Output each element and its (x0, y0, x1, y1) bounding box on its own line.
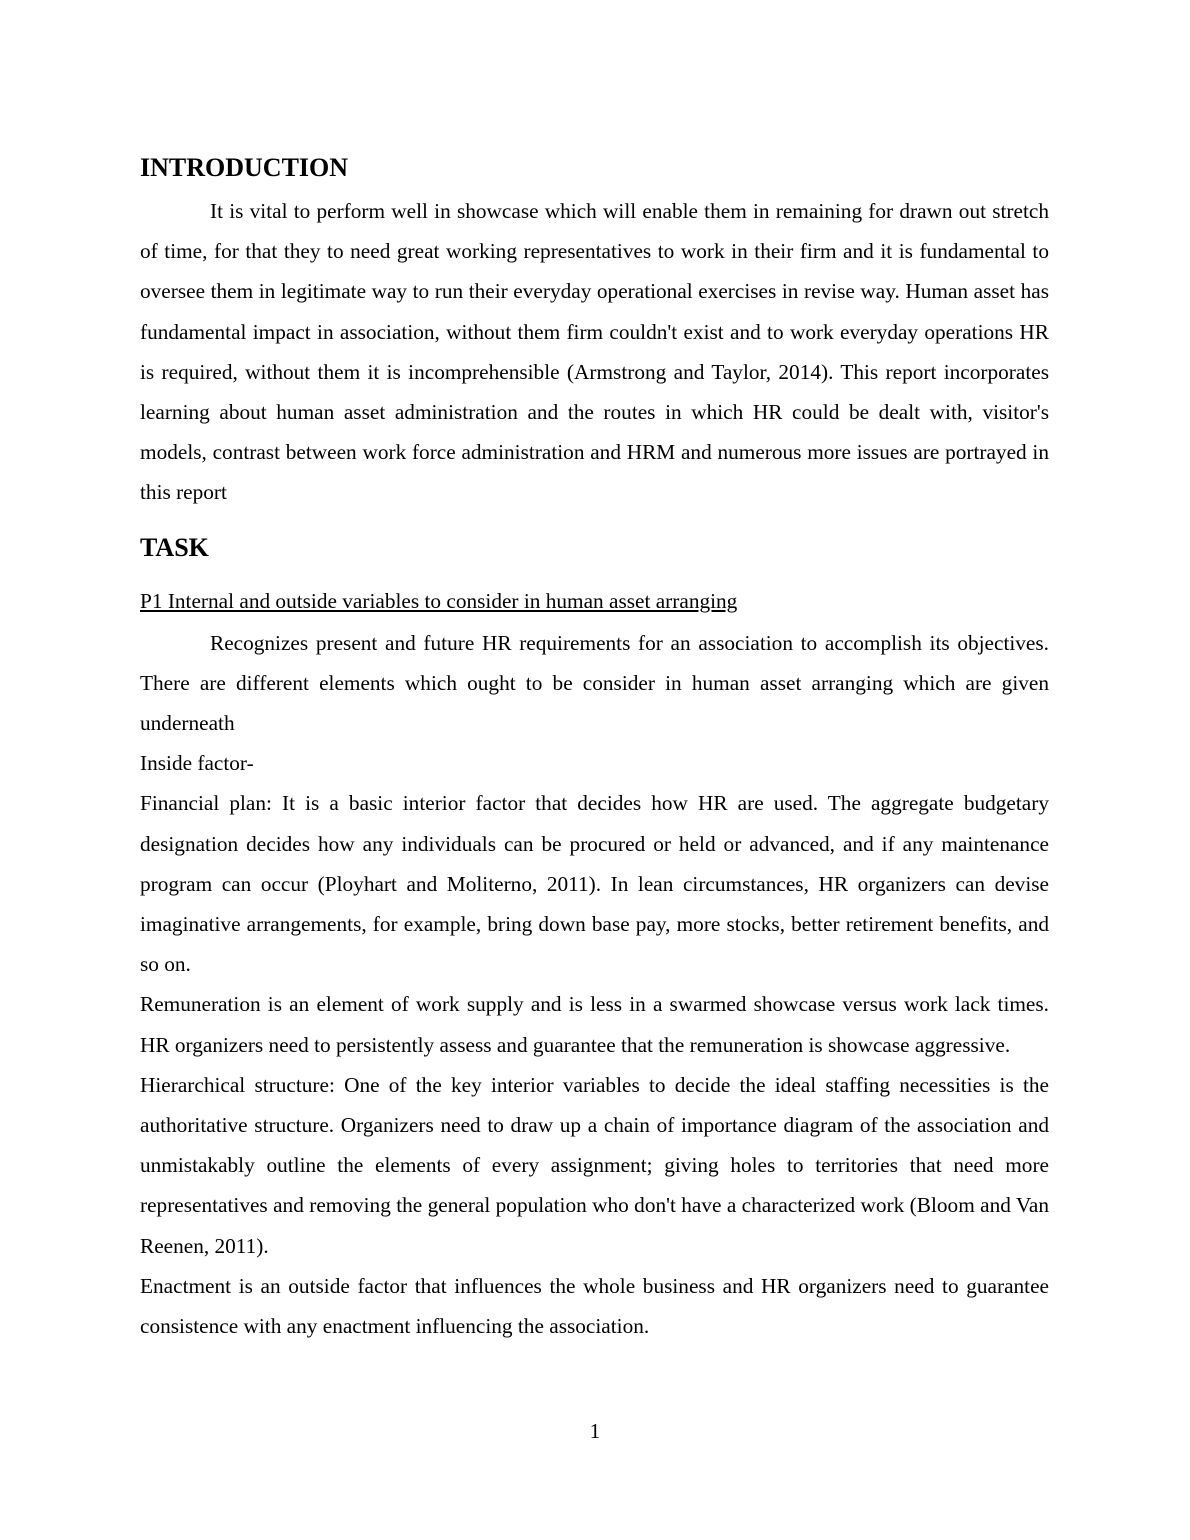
inside-factor-label: Inside factor- (140, 751, 254, 776)
introduction-heading: INTRODUCTION (140, 153, 349, 182)
hierarchical-structure-paragraph: Hierarchical structure: One of the key interior variables to decide the ideal staffing necessities is the authoritative structure. Organizers need to draw up a chain of importance diagram of the association and unmistakably outline the elements of every assignment; giving holes to territories that need more representatives and removing the general population who don't have a characterized work (Bloom and Van Reenen, 2011). (140, 1072, 1049, 1258)
task-heading: TASK (140, 532, 209, 562)
remuneration-paragraph: Remuneration is an element of work supply and is less in a swarmed showcase versus work lack times. HR organizers need to persistently assess and guarantee that the remuneration is showcase aggressive. (140, 992, 1049, 1057)
financial-plan-paragraph: Financial plan: It is a basic interior factor that decides how HR are used. The aggregate budgetary designation decides how any individuals can be procured or held or advanced, and if any maintenance program can occur (Ployhart and Moliterno, 2011). In lean circumstances, HR organizers can devise imaginative arrangements, for example, bring down base pay, more stocks, better retirement benefits, and so on. (140, 791, 1049, 977)
task-paragraph: Recognizes present and future HR requirements for an association to accomplish its objectives. There are different elements which ought to be consider in human asset arranging which are given underneath (140, 630, 1049, 736)
page-number: 1 (589, 1419, 601, 1443)
enactment-paragraph: Enactment is an outside factor that influences the whole business and HR organizers need to guarantee consistence with any enactment influencing the association. (140, 1273, 1049, 1339)
p1-subheading: P1 Internal and outside variables to consider in human asset arranging (140, 588, 738, 613)
page-content (140, 148, 1049, 1346)
introduction-paragraph: It is vital to perform well in showcase which will enable them in remaining for drawn out stretch of time, for that they to need great working representatives to work in their firm and it is fundamental to oversee them in legitimate way to run their everyday operational exercises in revise way. Human asset has fundamental impact in association, without them firm couldn't exist and to work everyday operations HR is required, without them it is incomprehensible (Armstrong and Taylor, 2014). This report incorporates learning about human asset administration and the routes in which HR could be dealt with, visitor's models, contrast between work force administration and HRM and numerous more issues are portrayed in this report (140, 199, 1049, 505)
